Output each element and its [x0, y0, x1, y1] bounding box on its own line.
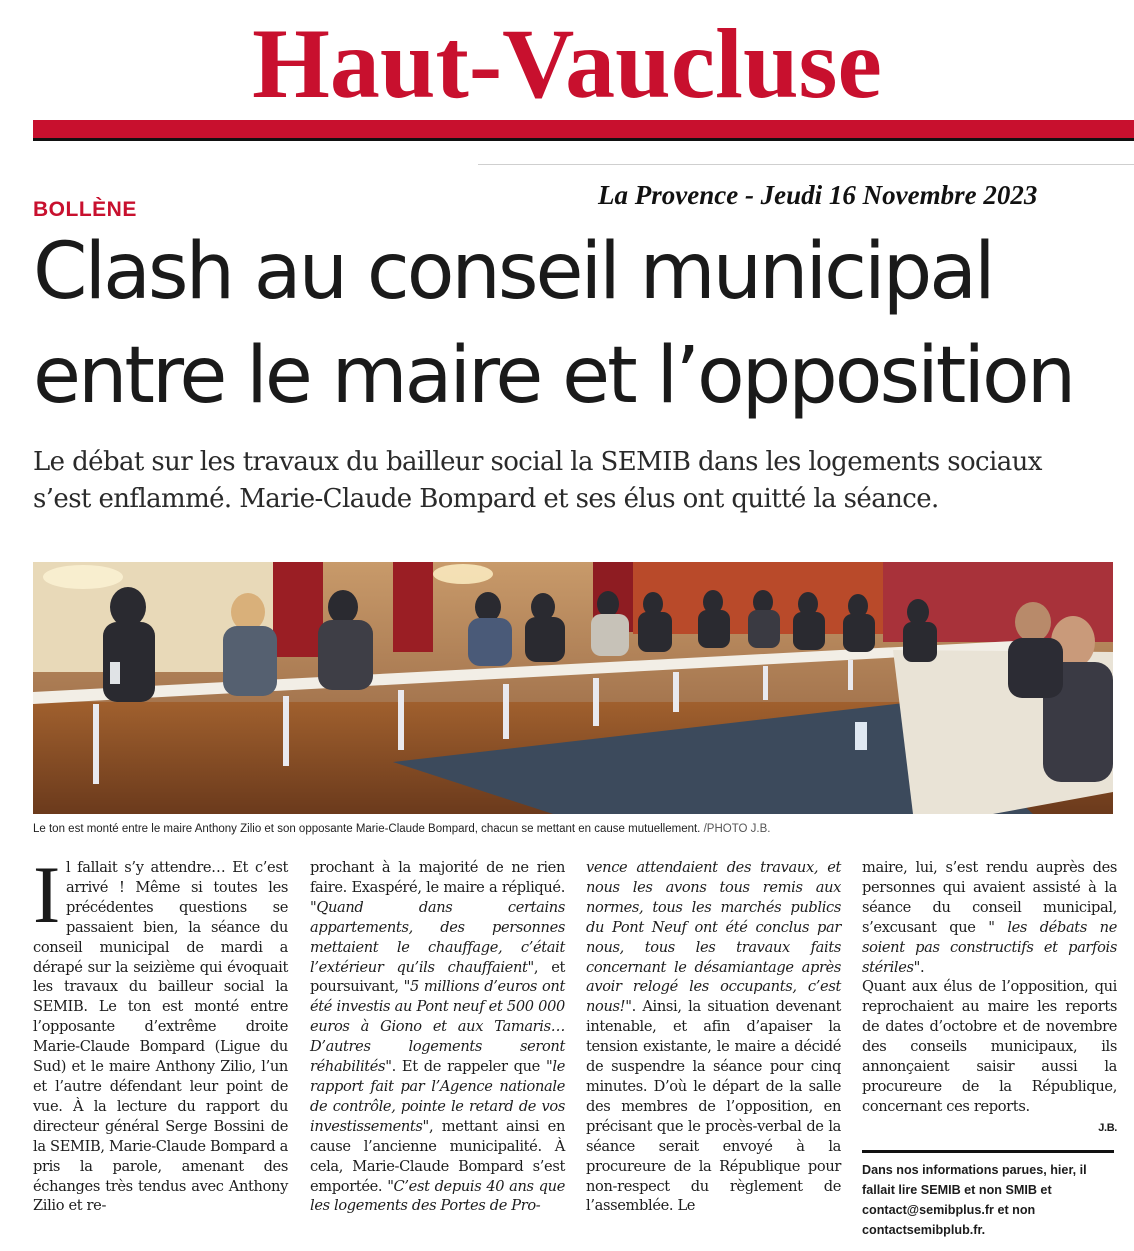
article-column-1: [33, 849, 288, 1216]
council-meeting-photo: [33, 562, 1113, 814]
column-4-text-b: .: [920, 958, 925, 976]
author-signature: J.B.: [1098, 1121, 1117, 1134]
column-4-text-a: maire, lui, s’est rendu auprès des personnes qui avaient assisté à la séance du conseil municipal, s’excusant que: [862, 859, 1117, 936]
notice-line-4: contactsemibplub.fr.: [862, 1223, 986, 1237]
newspaper-section-masthead: Haut-Vaucluse: [252, 8, 882, 119]
column-4-quote: " les débats ne soient pas constructifs et parfois stériles": [862, 918, 1117, 976]
headline-line-2: entre le maire et l’opposition: [33, 331, 1074, 421]
drop-cap: I: [33, 849, 60, 940]
photo-credit: /PHOTO J.B.: [703, 823, 771, 835]
council-meeting-illustration: [33, 562, 1113, 814]
notice-line-2: fallait lire SEMIB et non SMIB et: [862, 1183, 1052, 1197]
column-4-text-c: Quant aux élus de l’opposition, qui reprochaient au maire les reports de dates d’octobre et de novembre des conseils municipaux, ils annonçaient saisir aussi la procureure de la République, concernant ces reports.: [862, 978, 1117, 1115]
article-headline: [33, 220, 1128, 428]
column-3-text: . Ainsi, la situation devenant intenable, et afin d’apaiser la tension existante, le maire a décidé de suspendre la séance pour cinq minutes. D’où le départ de la salle des membres de l’opposition, en précisant que le procès-verbal de la séance serait envoyé à la procureure de la République pour non-respect du règlement de l’assemblée. Le: [586, 998, 841, 1215]
masthead-red-rule: [33, 120, 1134, 138]
column-3-quote: vence attendaient des travaux, et nous les avons tous remis aux normes, tous les marchés publics du Pont Neuf ont été conclus par nous, tous les travaux faits concernant le désamiantage après avoir relogé les occupants, c’est nous!": [586, 859, 841, 1016]
column-2-quote-1: "Quand dans certains appartements, des personnes mettaient le chauffage, c’était l’extérieur qu’ils chauffaient": [310, 898, 565, 976]
article-column-3: [586, 858, 841, 1216]
correction-notice-rule: [862, 1150, 1114, 1153]
publication-dateline: La Provence - Jeudi 16 Novembre 2023: [598, 180, 1038, 210]
photo-caption: [33, 823, 770, 835]
lede-line-2: s’est enflammé. Marie-Claude Bompard et ses élus ont quitté la séance.: [33, 484, 939, 514]
article-lede: [33, 444, 1113, 518]
column-2-text-a: prochant à la majorité de ne rien faire. Exaspéré, le maire a répliqué.: [310, 859, 565, 896]
column-2-text-d: , mettant ainsi en cause l’ancienne municipalité. À cela, Marie-Claude Bompard s’est emportée.: [310, 1117, 565, 1195]
column-1-text: l fallait s’y attendre… Et c’est arrivé ! Même si toutes les précédentes questions se passaient bien, la séance du conseil municipal de mardi a dérapé sur la seizième qui évoquait les travaux du bailleur social la SEMIB. Le ton est monté entre l’opposante d’extrême droite Marie-Claude Bompard (Ligue du Sud) et le maire Anthony Zilio, l’un et l’autre défendant leur point de vue. À la lecture du rapport du directeur général Serge Bossini de la SEMIB, Marie-Claude Bompard a pris la parole, amenant des échanges très tendus avec Anthony Zilio et re-: [33, 859, 288, 1215]
caption-text: Le ton est monté entre le maire Anthony Zilio et son opposante Marie-Claude Bompard, chacun se mettant en cause mutuellement.: [33, 823, 701, 835]
article-kicker: BOLLÈNE: [33, 198, 137, 221]
column-2-text-b: , et poursuivant,: [310, 958, 565, 996]
column-2-quote-3: "le rapport fait par l’Agence nationale de contrôle, pointe le retard de vos investissements": [310, 1058, 565, 1135]
column-2-quote-2: "5 millions d’euros ont été investis au Pont neuf et 500 000 euros à Giono et aux Tamaris… D’autres logements seront réhabilités": [310, 978, 565, 1076]
headline-line-1: Clash au conseil municipal: [33, 227, 993, 317]
masthead-black-rule: [33, 138, 1134, 141]
thin-divider: [478, 164, 1134, 165]
correction-notice: [862, 1160, 1117, 1240]
article-column-2: [310, 858, 565, 1216]
notice-line-3: contact@semibplus.fr et non: [862, 1203, 1036, 1217]
article-column-4: [862, 858, 1117, 1139]
column-2-text-c: . Et de rappeler que: [391, 1058, 547, 1076]
column-2-quote-4: "C’est depuis 40 ans que les logements des Portes de Pro-: [310, 1177, 566, 1215]
notice-line-1: Dans nos informations parues, hier, il: [862, 1163, 1087, 1177]
lede-line-1: Le débat sur les travaux du bailleur social la SEMIB dans les logements sociaux: [33, 447, 1042, 477]
